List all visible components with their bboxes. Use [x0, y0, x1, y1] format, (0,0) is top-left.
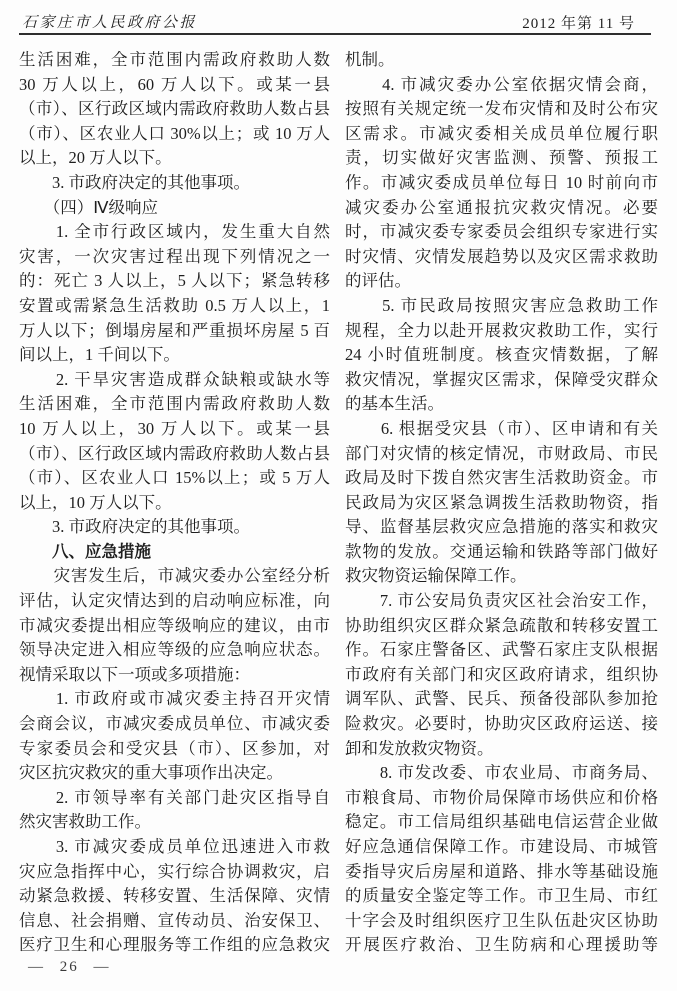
text-line: 稳定。市工信局组织基础电信运营企业做: [345, 812, 658, 832]
text-line: 机制。: [345, 50, 395, 69]
text-line: 1. 全市行政区域内，发生重大自然: [19, 222, 330, 242]
text-line: （市）、区行政区域内需政府救助人数占县: [19, 99, 330, 119]
page-number: — 26 —: [28, 959, 111, 975]
text-line: 8. 市发改委、市农业局、市商务局、: [345, 763, 658, 783]
text-line: 视情采取以下一项或多项措施：: [19, 664, 250, 684]
text-line: 好应急通信保障工作。市建设局、市城管: [345, 837, 658, 856]
text-line: （市）、区农业人口 15%以上；或 5 万人: [19, 468, 330, 488]
text-line: 部门对灾情的核定情况，市财政局、市民: [345, 443, 658, 463]
left-column: [19, 48, 330, 958]
text-line: 以上，20 万人以下。: [19, 148, 172, 168]
text-line: 救灾情况，掌握灾区需求，保障受灾群众: [345, 369, 658, 389]
text-line: 7. 市公安局负责灾区社会治安工作，: [345, 591, 658, 611]
text-line: 市政府有关部门和灾区政府请求，组织协: [345, 664, 658, 684]
text-line: 灾应急指挥中心，实行综合协调救灾，启: [19, 861, 330, 881]
text-line: 款物的发放。交通运输和铁路等部门做好: [345, 541, 658, 561]
text-line: 1. 市政府或市减灾委主持召开灾情: [19, 689, 330, 709]
text-line: 市粮食局、市物价局保障市场供应和价格: [345, 787, 658, 807]
text-line: 安置或需紧急生活救助 0.5 万人以上，1: [19, 295, 330, 315]
text-line: 2. 市领导率有关部门赴灾区指导自: [19, 787, 330, 807]
text-line: 评估，认定灾情达到的启动响应标准，向: [19, 591, 330, 611]
text-line: 5. 市民政局按照灾害应急救助工作: [345, 295, 658, 315]
header-rule: [19, 33, 651, 35]
text-line: 30 万人以上，60 万人以下。或某一县: [19, 74, 330, 94]
text-line: 卸和发放救灾物资。: [345, 738, 494, 758]
text-line: 信息、社会捐赠、宣传动员、治安保卫、: [19, 910, 330, 930]
text-line: 的：死亡 3 人以上，5 人以下；紧急转移: [19, 271, 330, 291]
text-line: 万人以下；倒塌房屋和严重损坏房屋 5 百: [19, 320, 330, 340]
text-line: 3. 市减灾委成员单位迅速进入市救: [19, 837, 330, 856]
text-line: （市）、区行政区域内需政府救助人数占县: [19, 443, 330, 463]
text-line: 会商会议，市减灾委成员单位、市减灾委: [19, 714, 330, 734]
text-line: 作。市减灾委成员单位每日 10 时前向市: [345, 172, 658, 192]
text-line: 规程，全力以赴开展救灾救助工作，实行: [345, 320, 658, 340]
text-line: （市）、区农业人口 30%以上；或 10 万人: [19, 123, 330, 143]
text-line: 导、监督基层救灾应急措施的落实和救灾: [345, 517, 658, 537]
text-line: 生活困难，全市范围内需政府救助人数: [19, 394, 330, 414]
text-line: 以上，10 万人以下。: [19, 492, 172, 512]
text-line: （四）Ⅳ级响应: [19, 197, 158, 217]
text-line: 的质量安全鉴定等工作。市卫生局、市红: [345, 886, 658, 906]
text-line: 3. 市政府决定的其他事项。: [19, 172, 250, 192]
text-line: 6. 根据受灾县（市）、区申请和有关: [345, 418, 658, 438]
text-line: 2. 干旱灾害造成群众缺粮或缺水等: [19, 369, 330, 389]
text-line: 灾害，一次灾害过程出现下列情况之一: [19, 246, 330, 266]
text-line: 医疗卫生和心理服务等工作组的应急救灾: [19, 935, 330, 955]
text-line: 的基本生活。: [345, 394, 444, 414]
text-line: 动紧急救援、转移安置、生活保障、灾情: [19, 886, 330, 906]
text-line: 减灾委办公室通报抗灾救灾情况。必要: [345, 197, 658, 217]
text-line: 时灾情、灾情发展趋势以及灾区需求救助: [345, 246, 658, 266]
text-line: 民政局为灾区紧急调拨生活救助物资，指: [345, 492, 658, 512]
text-line: 委指导灾后房屋和道路、排水等基础设施: [345, 861, 658, 881]
text-line: 灾害发生后，市减灾委办公室经分析: [19, 566, 330, 586]
text-line: 八、应急措施: [19, 541, 151, 561]
text-line: 灾区抗灾救灾的重大事项作出决定。: [19, 763, 283, 783]
text-line: 协助组织灾区群众紧急疏散和转移安置工: [345, 615, 658, 635]
text-line: 十字会及时组织医疗卫生队伍赴灾区协助: [345, 910, 658, 930]
text-line: 10 万人以上，30 万人以下。或某一县: [19, 418, 330, 438]
text-line: 然灾害救助工作。: [19, 812, 151, 832]
text-line: 政局及时下拨自然灾害生活救助资金。市: [345, 468, 658, 488]
text-line: 作。石家庄警备区、武警石家庄支队根据: [345, 640, 658, 660]
right-column: [345, 48, 658, 958]
text-line: 4. 市减灾委办公室依据灾情会商，: [345, 74, 658, 94]
text-line: 按照有关规定统一发布灾情和及时公布灾: [345, 99, 658, 119]
text-line: 的评估。: [345, 271, 411, 291]
text-line: 市减灾委提出相应等级响应的建议，由市: [19, 615, 330, 635]
publication-title: 石家庄市人民政府公报: [22, 15, 198, 31]
text-line: 时，市减灾委专家委员会组织专家进行实: [345, 222, 658, 242]
text-line: 间以上，1 千间以下。: [19, 345, 180, 365]
text-line: 专家委员会和受灾县（市）、区参加，对: [19, 738, 330, 758]
text-line: 责，切实做好灾害监测、预警、预报工: [345, 148, 658, 168]
text-line: 险救灾。必要时，协助灾区政府运送、接: [345, 714, 658, 734]
issue-number: 2012 年第 11 号: [522, 16, 635, 32]
text-line: 24 小时值班制度。核查灾情数据，了解: [345, 345, 658, 365]
text-line: 开展医疗救治、卫生防病和心理援助等: [345, 935, 658, 955]
text-line: 调军队、武警、民兵、预备役部队参加抢: [345, 689, 658, 709]
text-line: 区需求。市减灾委相关成员单位履行职: [345, 123, 658, 143]
text-line: 领导决定进入相应等级的应急响应状态。: [19, 640, 330, 660]
text-line: 救灾物资运输保障工作。: [345, 566, 527, 586]
text-line: 3. 市政府决定的其他事项。: [19, 517, 250, 537]
text-line: 生活困难，全市范围内需政府救助人数: [19, 50, 330, 69]
